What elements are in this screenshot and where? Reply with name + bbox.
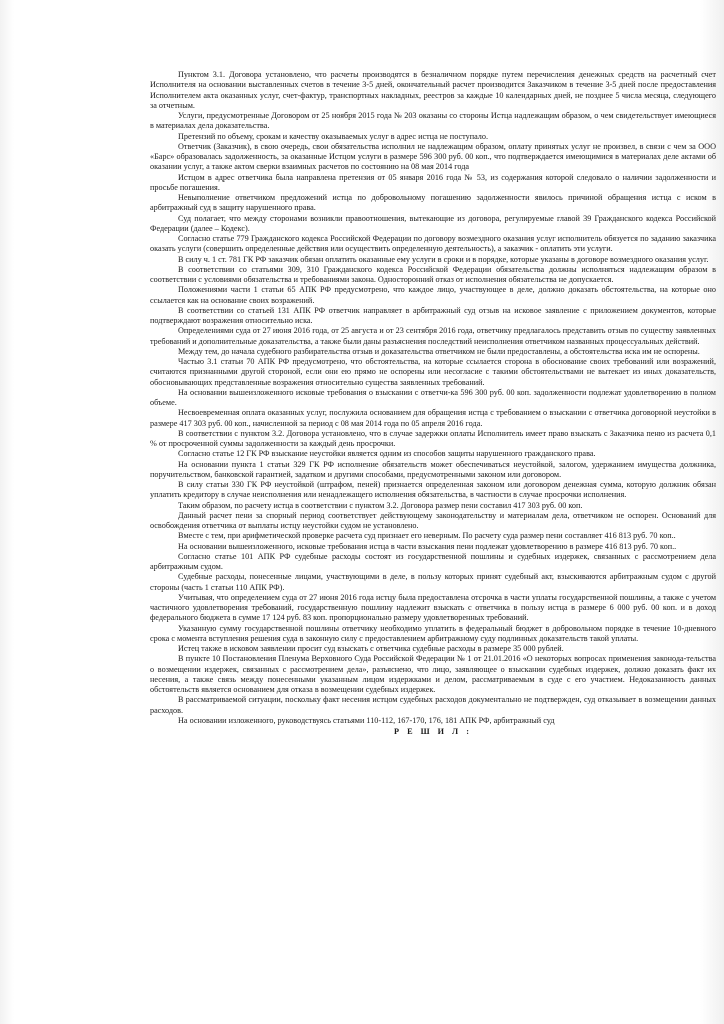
paragraph: На основании пункта 1 статьи 329 ГК РФ исполнение обязательств может обеспечиваться неустойкой, залогом, удержанием имущества должника, поручительством, банковской гарантией, задатком и другими способами, предусмотренными законом или договором. — [150, 459, 716, 479]
paragraph: Учитывая, что определением суда от 27 июня 2016 года истцу была предоставлена отсрочка в части уплаты государственной пошлины, а также с учетом частичного удовлетворения требований, государственную пошлину надлежит взыскать с ответчика в пользу истца в размере 6 000 руб. 00 коп. и в доход федерального бюджета в сумме 17 124 руб. 83 коп. пропорционально размеру удовлетворенных требований. — [150, 592, 716, 623]
paragraph: Истцом в адрес ответчика была направлена претензия от 05 января 2016 года № 53, из содержания которой следовало о наличии задолженности и просьбе погашения. — [150, 172, 716, 192]
paragraph: Согласно статье 101 АПК РФ судебные расходы состоят из государственной пошлины и судебных издержек, связанных с рассмотрением дела арбитражным судом. — [150, 551, 716, 571]
paragraph: Таким образом, по расчету истца в соответствии с пунктом 3.2. Договора размер пени составил 417 303 руб. 00 коп. — [178, 500, 583, 510]
paragraph: В соответствии с пунктом 3.2. Договора установлено, что в случае задержки оплаты Исполнитель имеет право взыскать с Заказчика пеню из расчета 0,1 % от просроченной суммы задолженности за каждый день просрочки. — [150, 428, 716, 448]
paragraph: Суд полагает, что между сторонами возникли правоотношения, вытекающие из договора, регулируемые главой 39 Гражданского кодекса Российской Федерации (далее – Кодекс). — [150, 213, 716, 233]
paragraph: Определениями суда от 27 июня 2016 года, от 25 августа и от 23 сентября 2016 года, ответчику предлагалось представить отзыв по существу заявленных требований и дополнительные доказательства, а также были даны разъяснения последствий неисполнения ответчиком названных процессуальных действий. — [150, 326, 716, 346]
paragraph: Данный расчет пени за спорный период соответствует действующему законодательству и материалам дела, ответчиком не оспорен. Оснований для освобождения ответчика от выплаты истцу неустойки судом не установлено. — [150, 510, 716, 530]
paragraph: На основании вышеизложенного исковые требования о взыскании с ответчи-ка 596 300 руб. 00 коп. задолженности подлежат удовлетворению в полном объеме. — [150, 387, 716, 407]
paragraph: Согласно статье 779 Гражданского кодекса Российской Федерации по договору возмездного оказания услуг исполнитель обязуется по заданию заказчика оказать услуги (совершить определенные действия или осуществить определенную деятельность), а заказчик - оплатить эти услуги. — [150, 234, 716, 254]
paragraph: Между тем, до начала судебного разбирательства отзыв и доказательства ответчиком не были предоставлены, а обстоятельства иска им не оспорены. — [178, 346, 700, 356]
paragraph: Согласно статье 12 ГК РФ взыскание неустойки является одним из способов защиты нарушенного гражданского права. — [178, 449, 596, 459]
paragraph: В силу статьи 330 ГК РФ неустойкой (штрафом, пеней) признается определенная законом или договором денежная сумма, которую должник обязан уплатить кредитору в случае неисполнения или ненадлежащего исполнения обязательства, в частности в случае просрочки исполнения. — [150, 480, 716, 500]
paragraph: Положениями части 1 статьи 65 АПК РФ предусмотрено, что каждое лицо, участвующее в деле, должно доказать обстоятельства, на которые оно ссылается как на основание своих возражений. — [150, 285, 716, 305]
paragraph: В соответствии со статьей 131 АПК РФ ответчик направляет в арбитражный суд отзыв на исковое заявление с приложением документов, которые подтверждают возражения относительно иска. — [150, 305, 716, 325]
paragraph: На основании вышеизложенного, исковые требования истца в части взыскания пени подлежат удовлетворению в размере 416 813 руб. 70 коп.. — [178, 541, 677, 551]
paragraph: Истец также в исковом заявлении просит суд взыскать с ответчика судебные расходы в размере 35 000 рублей. — [178, 644, 564, 653]
paragraph: Услуги, предусмотренные Договором от 25 ноября 2015 года № 203 оказаны со стороны Истца надлежащим образом, о чем свидетельствует имеющиеся в материалах дела доказательства. — [150, 111, 716, 131]
paragraph: Невыполнение ответчиком предложений истца по добровольному погашению задолженности явилось причиной обращения истца с иском в арбитражный суд в защиту нарушенного права. — [150, 193, 716, 213]
paragraph: На основании изложенного, руководствуясь статьями 110-112, 167-170, 176, 181 АПК РФ, арбитражный суд — [178, 715, 555, 725]
document-body — [150, 70, 716, 737]
resolution-heading: Р Е Ш И Л : — [394, 727, 472, 736]
paragraph: В пункте 10 Постановления Пленума Верховного Суда Российской Федерации № 1 от 21.01.2016 «О некоторых вопросах применения законода-тельства о возмещении издержек, связанных с рассмотрением дела», разъяснено, что лицо, заявляющее о взыскании судебных издержек, должно доказать факт их несения, а также связь между понесенными указанным лицом издержками и делом, рассматриваемым в суде с его участием. Недоказанность данных обстоятельств является основанием для отказа в возмещении судебных издержек. — [150, 654, 716, 694]
paragraph: Несвоевременная оплата оказанных услуг, послужила основанием для обращения истца с требованием о взыскании с ответчика договорной неустойки в размере 417 303 руб. 00 коп., начисленной за период с 08 мая 2014 года по 05 апреля 2016 года. — [150, 408, 716, 428]
paragraph: В соответствии со статьями 309, 310 Гражданского кодекса Российской Федерации обязательства должны исполняться надлежащим образом в соответствии с условиями обязательства и требованиями закона. Односторонний отказ от исполнения обязательства не допускается. — [150, 264, 716, 284]
paragraph: Ответчик (Заказчик), в свою очередь, свои обязательства исполнил не надлежащим образом, оплату принятых услуг не произвел, в связи с чем за ООО «Барс» образовалась задолженность, за оказанные Истцом услуги в размере 596 300 руб. 00 коп., что подтверждается имеющимися в материалах деле актами об оказании услуг, а также актом сверки взаимных расчетов по состоянию на 08 мая 2014 года — [150, 141, 716, 172]
paragraph: Вместе с тем, при арифметической проверке расчета суд признает его неверным. По расчету суда размер пени составляет 416 813 руб. 70 коп.. — [178, 531, 676, 541]
paragraph: В рассматриваемой ситуации, поскольку факт несения истцом судебных расходов документально не подтвержден, суд отказывает в возмещении данных расходов. — [150, 695, 716, 715]
paragraph: Указанную сумму государственной пошлины ответчику необходимо уплатить в федеральный бюджет в добровольном порядке в течение 10-дневного срока с момента вступления решения суда в законную силу с предоставлением арбитражному суду подлинных доказательств такой уплаты. — [150, 623, 716, 643]
paragraph: В силу ч. 1 ст. 781 ГК РФ заказчик обязан оплатить оказанные ему услуги в сроки и в порядке, которые указаны в договоре возмездного оказания услуг. — [178, 254, 709, 264]
paragraph: Частью 3.1 статьи 70 АПК РФ предусмотрено, что обстоятельства, на которые ссылается сторона в обоснование своих требований или возражений, считаются признанными другой стороной, если они ею прямо не оспорены или несогласие с такими обстоятельствами не вытекает из иных доказательств, обосновывающих представленные возражения относительно существа заявленных требований. — [150, 357, 716, 387]
paragraph: Судебные расходы, понесенные лицами, участвующими в деле, в пользу которых принят судебный акт, взыскиваются арбитражным судом с другой стороны (часть 1 статьи 110 АПК РФ). — [150, 572, 716, 592]
paragraph: Пунктом 3.1. Договора установлено, что расчеты производятся в безналичном порядке путем перечисления денежных средств на расчетный счет Исполнителя на основании выставленных счетов в течение 3-5 дней, окончательный расчет производится Заказчиком в течение 3-5 дней после предоставления Исполнителем акта оказанных услуг, счет-фактур, транспортных накладных, реестров за каждые 10 календарных дней, не позднее 5 числа месяца, следующего за отчетным. — [150, 70, 716, 110]
paragraph: Претензий по объему, срокам и качеству оказываемых услуг в адрес истца не поступало. — [178, 131, 489, 141]
